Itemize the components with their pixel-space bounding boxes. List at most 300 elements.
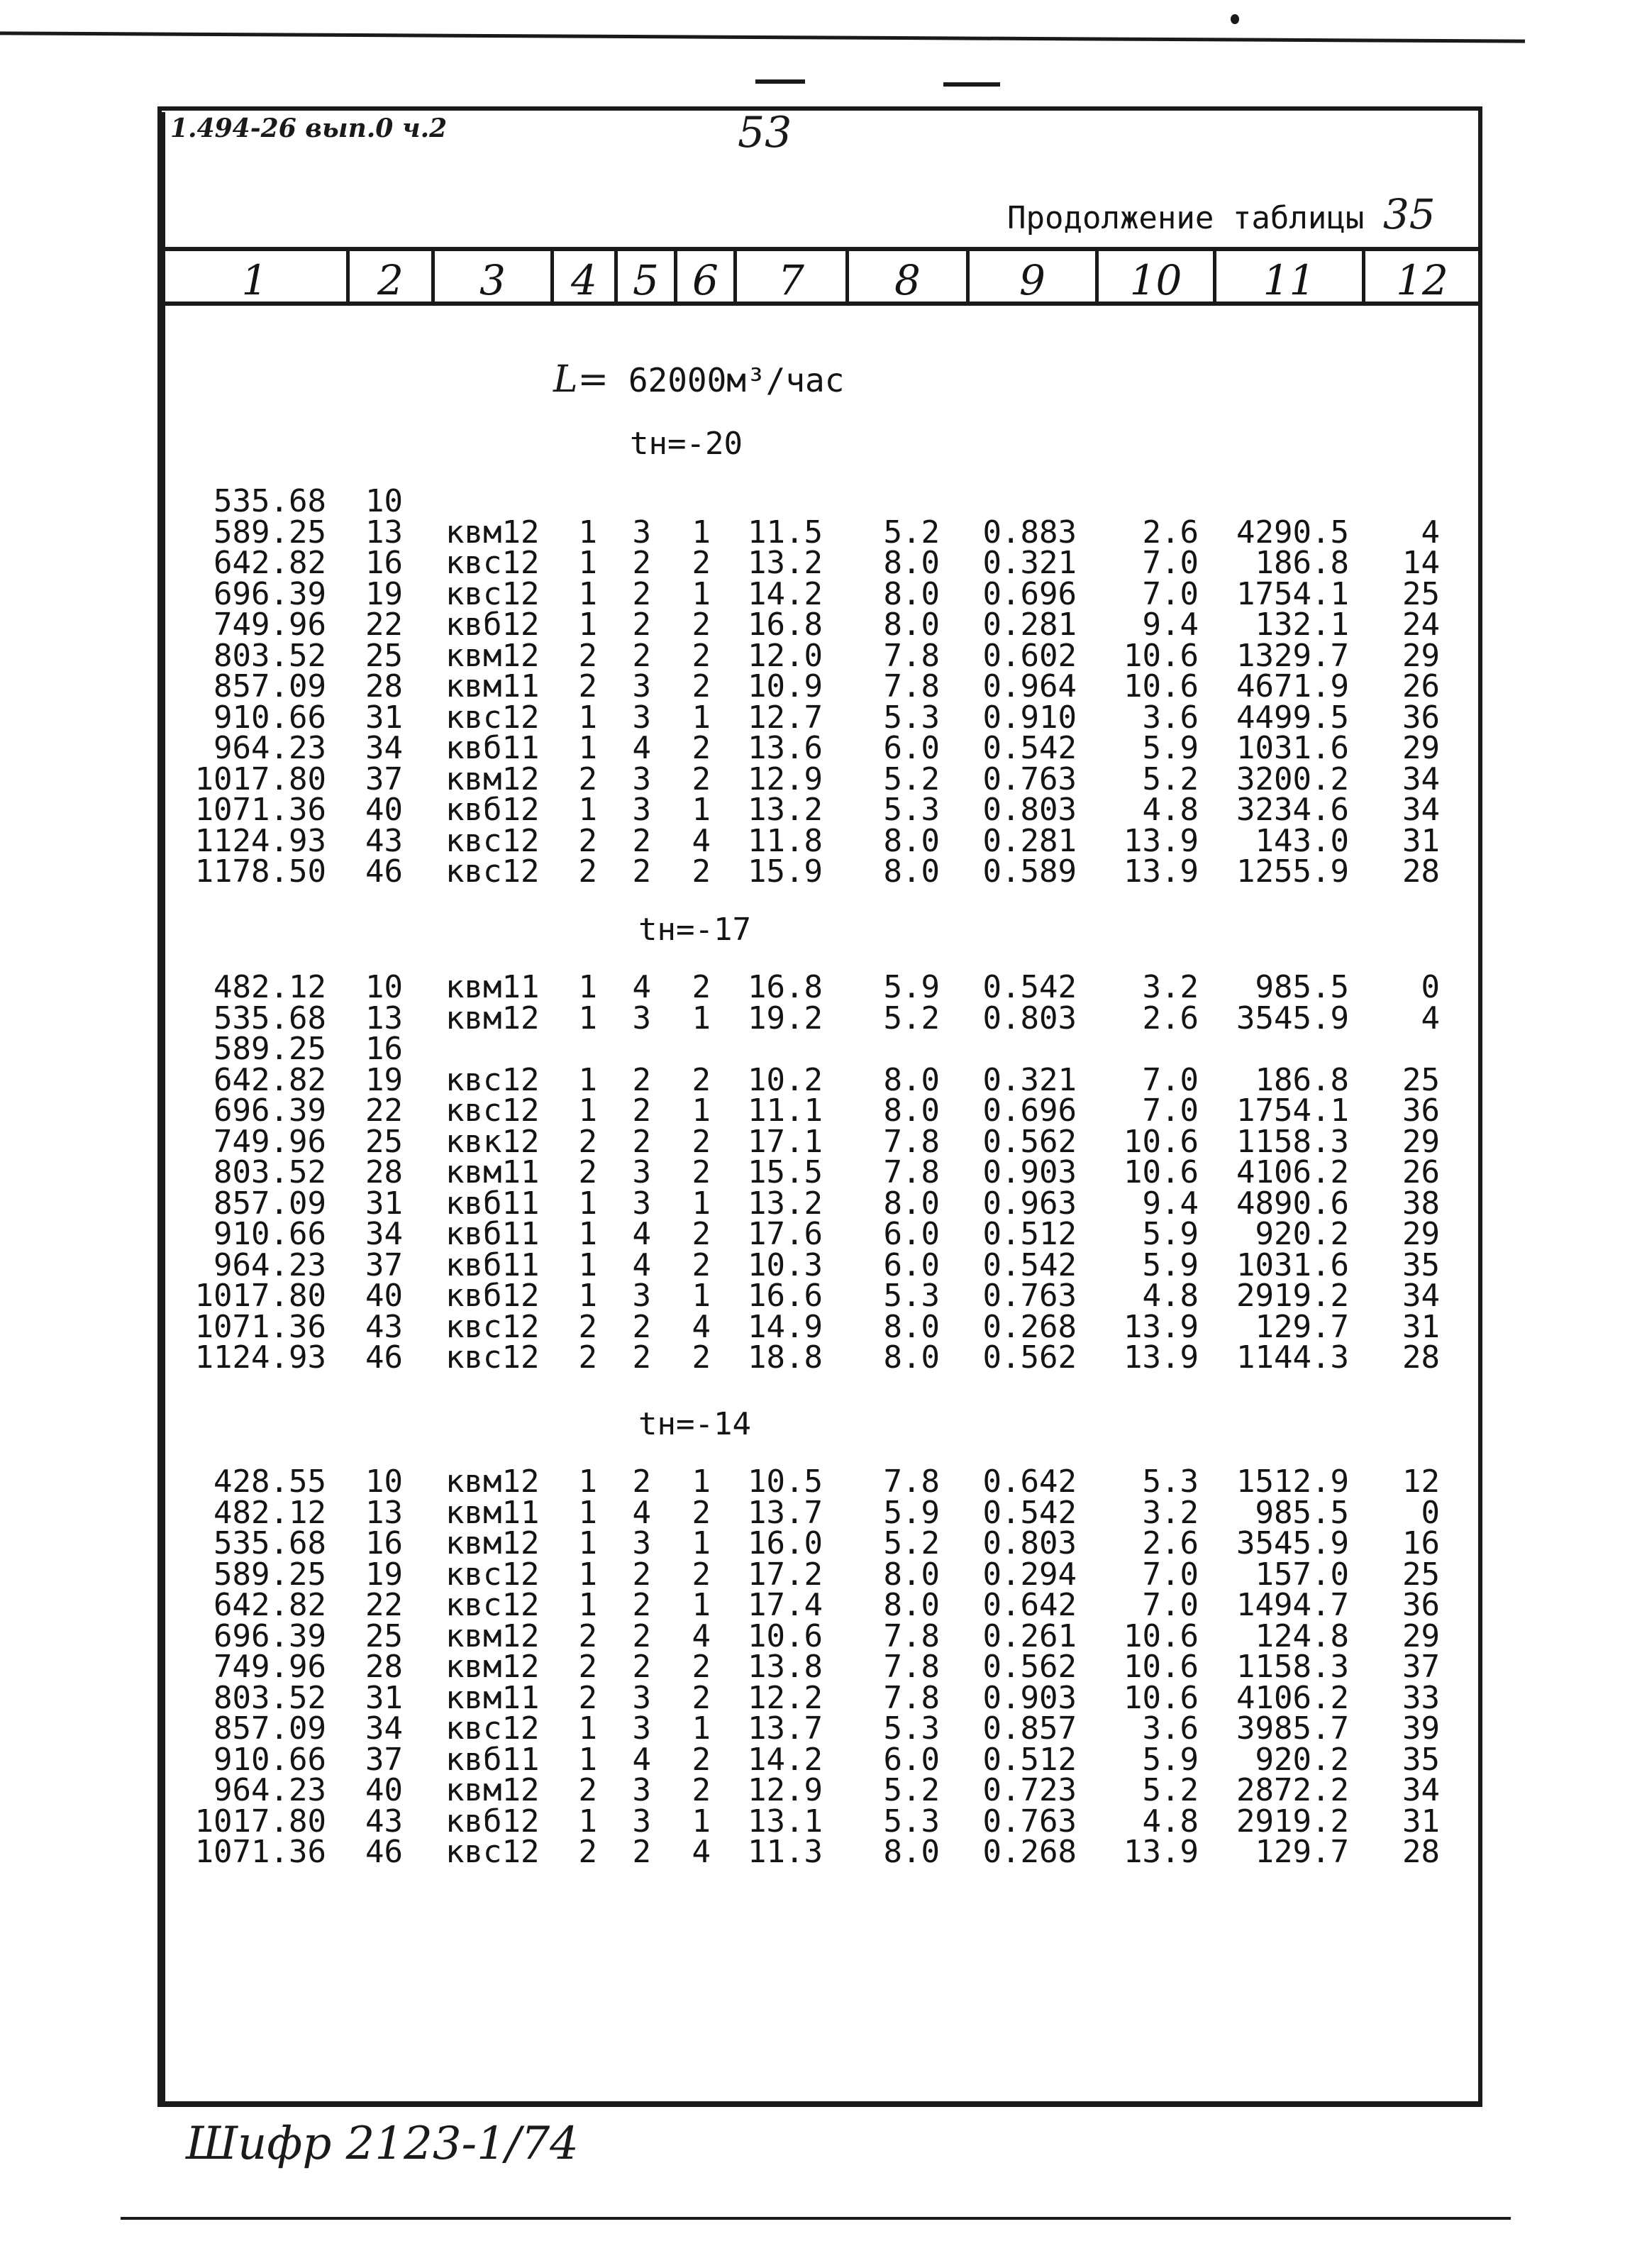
cell-col-10: 13.9: [1124, 853, 1199, 890]
continuation-label: [1007, 190, 1436, 238]
cell-col-6: 1: [692, 1000, 711, 1036]
air-flow-value: 62000м³/час: [628, 361, 845, 399]
cell-col-3: квс12: [445, 1308, 540, 1345]
cell-col-11: 1255.9: [1236, 853, 1349, 890]
cell-col-7: 11.5: [748, 514, 823, 551]
cell-col-12: 25: [1402, 1556, 1440, 1593]
cell-col-2: 28: [365, 1649, 403, 1685]
cell-col-1: 857.09: [213, 668, 326, 704]
table-row: [0, 1679, 1642, 1716]
cell-col-4: 1: [578, 1556, 597, 1593]
cell-col-1: 910.66: [213, 699, 326, 736]
cell-col-11: 985.5: [1255, 1494, 1349, 1531]
table-row: [0, 575, 1642, 612]
cell-col-7: 16.0: [748, 1525, 823, 1561]
cell-col-8: 7.8: [883, 1617, 940, 1654]
cell-col-12: 25: [1402, 575, 1440, 612]
cell-col-9: 0.910: [982, 699, 1077, 736]
cell-col-3: квм12: [445, 514, 540, 551]
cell-col-1: 482.12: [213, 1494, 326, 1531]
cell-col-9: 0.562: [982, 1123, 1077, 1160]
cell-col-4: 1: [578, 1185, 597, 1222]
cell-col-12: 0: [1421, 1494, 1440, 1531]
cell-col-5: 3: [632, 760, 651, 797]
cell-col-10: 13.9: [1124, 1308, 1199, 1345]
cell-col-3: квс12: [445, 1092, 540, 1129]
cell-col-3: квс12: [445, 1556, 540, 1593]
cell-col-11: 3985.7: [1236, 1710, 1349, 1747]
table-row: [0, 1556, 1642, 1593]
table-row: [0, 1031, 1642, 1067]
cell-col-9: 0.803: [982, 1000, 1077, 1036]
cell-col-5: 2: [632, 1308, 651, 1345]
cell-col-5: 4: [632, 969, 651, 1005]
cell-col-4: 1: [578, 1741, 597, 1778]
cell-col-6: 2: [692, 1772, 711, 1808]
cell-col-7: 13.7: [748, 1494, 823, 1531]
cell-col-8: 5.2: [883, 514, 940, 551]
cell-col-1: 1017.80: [194, 760, 326, 797]
cell-col-3: квм12: [445, 1000, 540, 1036]
cell-col-9: 0.883: [982, 514, 1077, 551]
col-header-6: 6: [692, 256, 719, 304]
table-row: [0, 637, 1642, 674]
cell-col-4: 2: [578, 1834, 597, 1870]
cell-col-12: 38: [1402, 1185, 1440, 1222]
cell-col-3: квм12: [445, 760, 540, 797]
cell-col-1: 642.82: [213, 545, 326, 581]
cell-col-6: 2: [692, 607, 711, 643]
cell-col-12: 34: [1402, 760, 1440, 797]
cell-col-10: 10.6: [1124, 637, 1199, 674]
cell-col-1: 535.68: [213, 483, 326, 519]
cell-col-3: квб11: [445, 730, 540, 766]
cell-col-8: 7.8: [883, 1649, 940, 1685]
cell-col-10: 10.6: [1124, 1617, 1199, 1654]
cell-col-11: 4890.6: [1236, 1185, 1349, 1222]
cell-col-2: 37: [365, 760, 403, 797]
cell-col-3: квб12: [445, 607, 540, 643]
cell-col-8: 5.2: [883, 1000, 940, 1036]
cell-col-3: квс12: [445, 853, 540, 890]
cell-col-6: 2: [692, 1154, 711, 1190]
cell-col-3: квб11: [445, 1216, 540, 1252]
cell-col-10: 3.2: [1142, 969, 1199, 1005]
cell-col-11: 4671.9: [1236, 668, 1349, 704]
cell-col-11: 1158.3: [1236, 1649, 1349, 1685]
cell-col-6: 2: [692, 1649, 711, 1685]
cell-col-3: квс12: [445, 699, 540, 736]
cell-col-6: 2: [692, 545, 711, 581]
cell-col-12: 29: [1402, 637, 1440, 674]
cell-col-8: 7.8: [883, 637, 940, 674]
cell-col-5: 2: [632, 1123, 651, 1160]
cell-col-3: квс12: [445, 1061, 540, 1098]
cell-col-11: 129.7: [1255, 1308, 1349, 1345]
cell-col-6: 4: [692, 1834, 711, 1870]
cell-col-1: 589.25: [213, 1031, 326, 1067]
cell-col-7: 17.1: [748, 1123, 823, 1160]
cell-col-1: 1178.50: [194, 853, 326, 890]
table-row: [0, 1308, 1642, 1345]
cell-col-10: 7.0: [1142, 575, 1199, 612]
cell-col-5: 3: [632, 1154, 651, 1190]
cell-col-11: 1031.6: [1236, 1246, 1349, 1283]
table-row: [0, 1772, 1642, 1808]
cell-col-10: 7.0: [1142, 1061, 1199, 1098]
cell-col-11: 1494.7: [1236, 1587, 1349, 1623]
cell-col-3: квм11: [445, 969, 540, 1005]
cell-col-11: 4106.2: [1236, 1154, 1349, 1190]
cell-col-2: 31: [365, 699, 403, 736]
cell-col-11: 4499.5: [1236, 699, 1349, 736]
cell-col-7: 10.5: [748, 1464, 823, 1500]
cell-col-7: 17.6: [748, 1216, 823, 1252]
cell-col-3: квс12: [445, 1587, 540, 1623]
cell-col-12: 29: [1402, 730, 1440, 766]
cell-col-1: 589.25: [213, 1556, 326, 1593]
page-number: 53: [738, 108, 792, 157]
cell-col-7: 19.2: [748, 1000, 823, 1036]
cell-col-12: 25: [1402, 1061, 1440, 1098]
cell-col-8: 7.8: [883, 1679, 940, 1716]
cell-col-1: 428.55: [213, 1464, 326, 1500]
cell-col-12: 39: [1402, 1710, 1440, 1747]
cell-col-10: 10.6: [1124, 1154, 1199, 1190]
cell-col-8: 5.3: [883, 792, 940, 828]
cell-col-2: 46: [365, 1834, 403, 1870]
cell-col-10: 7.0: [1142, 1556, 1199, 1593]
cell-col-6: 2: [692, 760, 711, 797]
cell-col-9: 0.542: [982, 1246, 1077, 1283]
cell-col-6: 2: [692, 1061, 711, 1098]
cell-col-1: 857.09: [213, 1185, 326, 1222]
cell-col-3: квм12: [445, 1617, 540, 1654]
cell-col-12: 16: [1402, 1525, 1440, 1561]
cell-col-3: квс12: [445, 545, 540, 581]
cell-col-12: 4: [1421, 1000, 1440, 1036]
table-row: [0, 1000, 1642, 1036]
cell-col-8: 5.2: [883, 1525, 940, 1561]
cell-col-8: 5.3: [883, 699, 940, 736]
cell-col-5: 3: [632, 1278, 651, 1314]
cell-col-5: 3: [632, 1000, 651, 1036]
cell-col-10: 7.0: [1142, 1092, 1199, 1129]
col-header-3: 3: [479, 256, 506, 304]
cell-col-1: 1124.93: [194, 822, 326, 859]
cell-col-1: 1017.80: [194, 1803, 326, 1840]
section-title: tн=-20: [630, 426, 743, 462]
cell-col-7: 13.7: [748, 1710, 823, 1747]
cell-col-8: 5.3: [883, 1803, 940, 1840]
cell-col-4: 2: [578, 1649, 597, 1685]
cell-col-9: 0.268: [982, 1834, 1077, 1870]
cell-col-8: 6.0: [883, 730, 940, 766]
cell-col-2: 19: [365, 575, 403, 612]
table-row: [0, 792, 1642, 828]
cell-col-9: 0.964: [982, 668, 1077, 704]
cell-col-5: 3: [632, 668, 651, 704]
cell-col-9: 0.261: [982, 1617, 1077, 1654]
cell-col-11: 3234.6: [1236, 792, 1349, 828]
cell-col-5: 2: [632, 1649, 651, 1685]
cell-col-12: 33: [1402, 1679, 1440, 1716]
cell-col-10: 13.9: [1124, 822, 1199, 859]
cell-col-11: 2919.2: [1236, 1278, 1349, 1314]
col-header-1: 1: [241, 256, 268, 304]
cell-col-7: 12.9: [748, 1772, 823, 1808]
cell-col-11: 186.8: [1255, 545, 1349, 581]
cell-col-9: 0.281: [982, 607, 1077, 643]
table-row: [0, 730, 1642, 766]
scan-mark: [943, 82, 1000, 87]
cell-col-6: 1: [692, 699, 711, 736]
cell-col-1: 803.52: [213, 1154, 326, 1190]
cell-col-2: 46: [365, 1339, 403, 1376]
cell-col-6: 1: [692, 1525, 711, 1561]
cell-col-8: 5.2: [883, 1772, 940, 1808]
cell-col-9: 0.903: [982, 1679, 1077, 1716]
cell-col-2: 34: [365, 730, 403, 766]
cell-col-1: 803.52: [213, 637, 326, 674]
cell-col-6: 1: [692, 1710, 711, 1747]
cell-col-10: 5.9: [1142, 1216, 1199, 1252]
cell-col-10: 13.9: [1124, 1834, 1199, 1870]
cell-col-10: 3.2: [1142, 1494, 1199, 1531]
cell-col-2: 40: [365, 792, 403, 828]
cell-col-3: квм12: [445, 1464, 540, 1500]
cell-col-4: 1: [578, 1216, 597, 1252]
cell-col-3: квм11: [445, 1154, 540, 1190]
cell-col-4: 1: [578, 607, 597, 643]
cell-col-11: 3545.9: [1236, 1000, 1349, 1036]
cell-col-9: 0.763: [982, 760, 1077, 797]
table-row: [0, 699, 1642, 736]
cell-col-5: 4: [632, 730, 651, 766]
cell-col-3: квс12: [445, 822, 540, 859]
cell-col-11: 132.1: [1255, 607, 1349, 643]
table-row: [0, 1834, 1642, 1870]
cell-col-1: 696.39: [213, 575, 326, 612]
cell-col-8: 8.0: [883, 607, 940, 643]
cell-col-10: 5.9: [1142, 1246, 1199, 1283]
table-row: [0, 1246, 1642, 1283]
cell-col-2: 43: [365, 1803, 403, 1840]
cell-col-5: 4: [632, 1494, 651, 1531]
cell-col-4: 1: [578, 699, 597, 736]
cell-col-9: 0.512: [982, 1216, 1077, 1252]
cell-col-10: 10.6: [1124, 1649, 1199, 1685]
air-flow-caption: [553, 358, 844, 401]
cell-col-11: 3545.9: [1236, 1525, 1349, 1561]
cell-col-10: 4.8: [1142, 1803, 1199, 1840]
cell-col-5: 4: [632, 1741, 651, 1778]
cell-col-5: 3: [632, 1772, 651, 1808]
cell-col-4: 2: [578, 1772, 597, 1808]
cell-col-8: 6.0: [883, 1246, 940, 1283]
cell-col-7: 11.1: [748, 1092, 823, 1129]
cell-col-8: 8.0: [883, 1092, 940, 1129]
cell-col-7: 11.8: [748, 822, 823, 859]
cipher-label: Шифр 2123-1/74: [186, 2118, 579, 2170]
cell-col-9: 0.857: [982, 1710, 1077, 1747]
cell-col-4: 1: [578, 969, 597, 1005]
cell-col-4: 2: [578, 822, 597, 859]
cell-col-2: 16: [365, 1031, 403, 1067]
cell-col-1: 910.66: [213, 1216, 326, 1252]
cell-col-8: 5.2: [883, 760, 940, 797]
cell-col-9: 0.562: [982, 1649, 1077, 1685]
cell-col-11: 3200.2: [1236, 760, 1349, 797]
cell-col-11: 1754.1: [1236, 575, 1349, 612]
cell-col-6: 1: [692, 1185, 711, 1222]
cell-col-12: 28: [1402, 1834, 1440, 1870]
cell-col-4: 2: [578, 1308, 597, 1345]
cell-col-12: 12: [1402, 1464, 1440, 1500]
cell-col-11: 2919.2: [1236, 1803, 1349, 1840]
cell-col-4: 1: [578, 1061, 597, 1098]
cell-col-10: 7.0: [1142, 545, 1199, 581]
cell-col-7: 17.2: [748, 1556, 823, 1593]
cell-col-6: 2: [692, 1494, 711, 1531]
table-row: [0, 1587, 1642, 1623]
table-row: [0, 483, 1642, 519]
cell-col-7: 15.9: [748, 853, 823, 890]
bottom-frame-rule: [159, 2101, 1482, 2106]
table-row: [0, 1061, 1642, 1098]
cell-col-7: 13.8: [748, 1649, 823, 1685]
cell-col-9: 0.696: [982, 575, 1077, 612]
cell-col-11: 1031.6: [1236, 730, 1349, 766]
cell-col-9: 0.542: [982, 730, 1077, 766]
cell-col-10: 10.6: [1124, 1679, 1199, 1716]
cell-col-8: 7.8: [883, 668, 940, 704]
cell-col-11: 4290.5: [1236, 514, 1349, 551]
cell-col-5: 3: [632, 1803, 651, 1840]
cell-col-9: 0.321: [982, 545, 1077, 581]
cell-col-12: 31: [1402, 1308, 1440, 1345]
cell-col-8: 7.8: [883, 1464, 940, 1500]
cell-col-1: 749.96: [213, 1649, 326, 1685]
cell-col-12: 31: [1402, 822, 1440, 859]
cell-col-4: 1: [578, 1587, 597, 1623]
cell-col-7: 12.0: [748, 637, 823, 674]
cell-col-12: 28: [1402, 1339, 1440, 1376]
cell-col-6: 1: [692, 514, 711, 551]
cell-col-6: 4: [692, 1308, 711, 1345]
cell-col-11: 124.8: [1255, 1617, 1349, 1654]
cell-col-2: 19: [365, 1061, 403, 1098]
cell-col-3: квм12: [445, 1525, 540, 1561]
cell-col-2: 43: [365, 1308, 403, 1345]
cell-col-6: 2: [692, 1246, 711, 1283]
cell-col-7: 15.5: [748, 1154, 823, 1190]
cell-col-10: 3.6: [1142, 699, 1199, 736]
cell-col-4: 2: [578, 668, 597, 704]
cell-col-7: 11.3: [748, 1834, 823, 1870]
cell-col-7: 16.8: [748, 607, 823, 643]
col-header-9: 9: [1019, 256, 1045, 304]
cell-col-2: 10: [365, 1464, 403, 1500]
cell-col-1: 1071.36: [194, 1308, 326, 1345]
cell-col-5: 2: [632, 607, 651, 643]
cell-col-3: квм12: [445, 637, 540, 674]
cell-col-12: 24: [1402, 607, 1440, 643]
cell-col-7: 10.9: [748, 668, 823, 704]
table-row: [0, 1803, 1642, 1840]
cell-col-8: 8.0: [883, 1185, 940, 1222]
cell-col-8: 7.8: [883, 1123, 940, 1160]
cell-col-4: 2: [578, 637, 597, 674]
cell-col-5: 3: [632, 699, 651, 736]
cell-col-11: 2872.2: [1236, 1772, 1349, 1808]
cell-col-10: 5.2: [1142, 1772, 1199, 1808]
cell-col-6: 1: [692, 1803, 711, 1840]
cell-col-11: 1754.1: [1236, 1092, 1349, 1129]
cell-col-10: 10.6: [1124, 1123, 1199, 1160]
cell-col-2: 34: [365, 1710, 403, 1747]
cell-col-7: 10.6: [748, 1617, 823, 1654]
table-row: [0, 1710, 1642, 1747]
cell-col-10: 4.8: [1142, 792, 1199, 828]
cell-col-3: квб11: [445, 1246, 540, 1283]
cell-col-1: 589.25: [213, 514, 326, 551]
cell-col-1: 910.66: [213, 1741, 326, 1778]
table-row: [0, 1617, 1642, 1654]
cell-col-6: 2: [692, 1339, 711, 1376]
cell-col-3: квб11: [445, 1741, 540, 1778]
cell-col-8: 5.9: [883, 969, 940, 1005]
cell-col-7: 13.1: [748, 1803, 823, 1840]
cell-col-1: 1017.80: [194, 1278, 326, 1314]
cell-col-7: 10.2: [748, 1061, 823, 1098]
cell-col-6: 2: [692, 1556, 711, 1593]
cell-col-12: 0: [1421, 969, 1440, 1005]
cell-col-5: 4: [632, 1216, 651, 1252]
cell-col-7: 10.3: [748, 1246, 823, 1283]
cell-col-2: 43: [365, 822, 403, 859]
cell-col-3: квб12: [445, 792, 540, 828]
cell-col-5: 2: [632, 822, 651, 859]
cell-col-2: 40: [365, 1278, 403, 1314]
col-header-2: 2: [377, 256, 404, 304]
cell-col-1: 642.82: [213, 1061, 326, 1098]
cell-col-9: 0.602: [982, 637, 1077, 674]
cell-col-12: 34: [1402, 1772, 1440, 1808]
cell-col-8: 5.3: [883, 1278, 940, 1314]
cell-col-7: 18.8: [748, 1339, 823, 1376]
cell-col-1: 482.12: [213, 969, 326, 1005]
cell-col-12: 29: [1402, 1123, 1440, 1160]
cell-col-9: 0.642: [982, 1587, 1077, 1623]
cell-col-2: 25: [365, 1123, 403, 1160]
col-header-11: 11: [1263, 256, 1316, 304]
cell-col-7: 13.2: [748, 1185, 823, 1222]
cell-col-2: 46: [365, 853, 403, 890]
cell-col-10: 2.6: [1142, 1525, 1199, 1561]
cell-col-9: 0.763: [982, 1278, 1077, 1314]
cell-col-6: 4: [692, 822, 711, 859]
cell-col-4: 1: [578, 1464, 597, 1500]
cell-col-9: 0.903: [982, 1154, 1077, 1190]
cell-col-4: 2: [578, 853, 597, 890]
cell-col-7: 16.8: [748, 969, 823, 1005]
cell-col-10: 2.6: [1142, 1000, 1199, 1036]
cell-col-7: 12.7: [748, 699, 823, 736]
cell-col-6: 1: [692, 1278, 711, 1314]
cell-col-2: 13: [365, 1494, 403, 1531]
cell-col-11: 920.2: [1255, 1216, 1349, 1252]
